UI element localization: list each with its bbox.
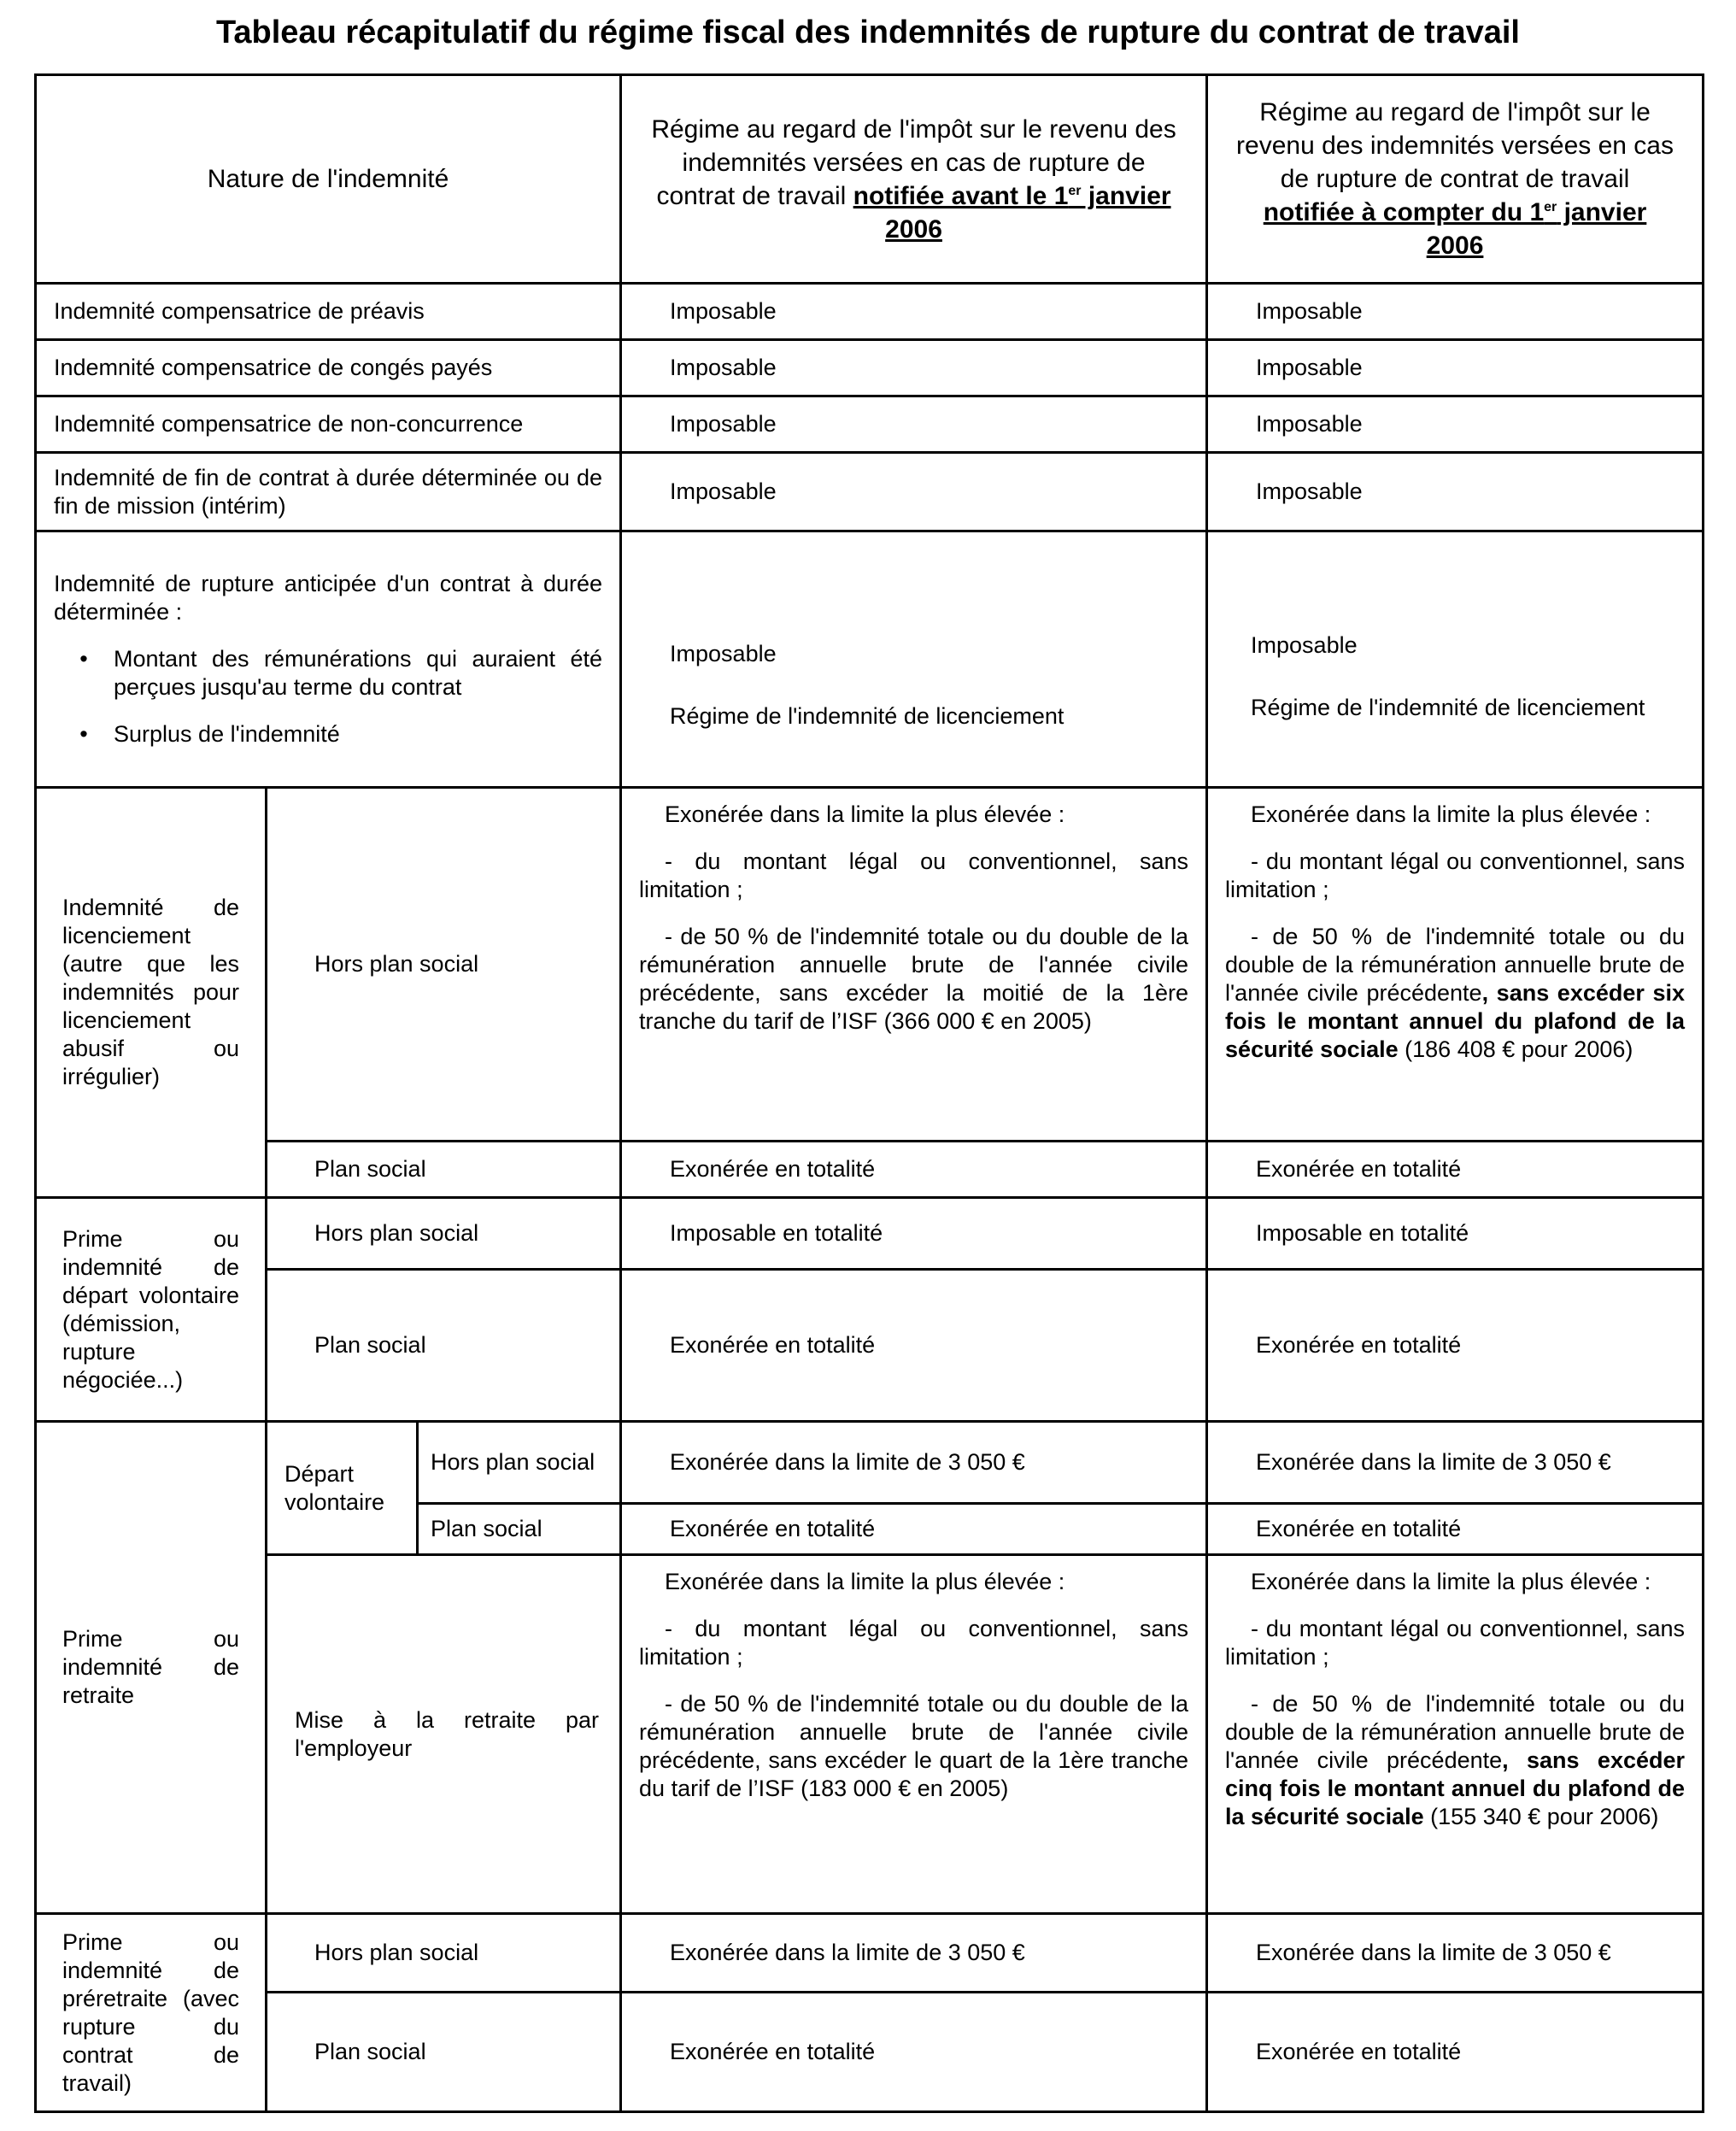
header-row — [36, 75, 1704, 284]
sub-label: Plan social — [267, 1270, 621, 1422]
before-cell: Exonérée en totalité — [621, 1504, 1207, 1555]
text-regular: - de 50 % de l'indemnité totale ou du double de la rémunération annuelle brute de l'année civile précédente — [1225, 1691, 1686, 1773]
header-before-text: Régime au regard de l'impôt sur le revenu des indemnités versées en cas de rupture de contrat de travail — [651, 114, 1176, 210]
header-nature — [36, 75, 621, 284]
table-row — [36, 1270, 1704, 1422]
header-from-em1: notifiée à compter du 1 — [1263, 198, 1545, 226]
before-cell: Imposable en totalité — [621, 1198, 1207, 1270]
nature-cell — [36, 531, 621, 788]
before-cell — [621, 788, 1207, 1142]
header-from-em2: janvier 2006 — [1426, 198, 1647, 260]
text-regular: (186 408 € pour 2006) — [1398, 1036, 1633, 1062]
paragraph: Exonérée dans la limite la plus élevée : — [1251, 1569, 1651, 1594]
header-before-2006 — [621, 75, 1207, 284]
list-item — [54, 645, 602, 702]
header-before-emphasis — [853, 182, 1171, 244]
table-row — [36, 284, 1704, 340]
before-cell: Imposable — [621, 340, 1207, 396]
paragraph: Exonérée dans la limite la plus élevée : — [665, 1569, 1065, 1594]
nature-cell: Indemnité de fin de contrat à durée déterminée ou de fin de mission (intérim) — [36, 453, 621, 531]
after-cell: Imposable — [1207, 340, 1704, 396]
before-cell: Exonérée dans la limite de 3 050 € — [621, 1422, 1207, 1504]
before-text-2: Régime de l'indemnité de licenciement — [670, 702, 1064, 729]
after-cell — [1207, 788, 1704, 1142]
after-text-2: Régime de l'indemnité de licenciement — [1251, 694, 1645, 720]
retraite-label: Prime ou indemnité de retraite — [36, 1422, 267, 1914]
before-cell: Imposable — [621, 453, 1207, 531]
header-nature-text: Nature de l'indemnité — [207, 165, 449, 193]
after-cell: Exonérée en totalité — [1207, 1270, 1704, 1422]
after-cell — [1207, 531, 1704, 788]
table-row — [36, 1198, 1704, 1270]
before-cell: Exonérée en totalité — [621, 1993, 1207, 2112]
nature-cell: Indemnité compensatrice de congés payés — [36, 340, 621, 396]
sub-label: Hors plan social — [267, 1198, 621, 1270]
sub-label: Mise à la retraite par l'employeur — [267, 1555, 621, 1914]
depart-volontaire-sublabel: Départ volontaire — [267, 1422, 418, 1555]
sub-label: Hors plan social — [267, 788, 621, 1142]
table-row — [36, 788, 1704, 1142]
before-cell: Exonérée en totalité — [621, 1270, 1207, 1422]
header-from-2006 — [1207, 75, 1704, 284]
header-from-emphasis — [1264, 198, 1647, 260]
before-text-1: Imposable — [670, 640, 777, 666]
paragraph: Exonérée dans la limite la plus élevée : — [665, 801, 1065, 827]
paragraph: - de 50 % de l'indemnité totale ou du double de la rémunération annuelle brute de l'année civile précédente, sans excéder la moitié de la 1ère tranche du tarif de l’ISF (366 000 € en 2005) — [639, 924, 1189, 1034]
paragraph — [1225, 923, 1685, 1064]
table-row — [36, 1555, 1704, 1914]
paragraph — [1225, 1690, 1685, 1831]
bullet-text: Surplus de l'indemnité — [114, 721, 340, 747]
sub-label: Plan social — [267, 1993, 621, 2112]
table-row — [36, 396, 1704, 453]
before-cell: Imposable — [621, 396, 1207, 453]
header-from-text: Régime au regard de l'impôt sur le revenu des indemnités versées en cas de rupture de contrat de travail — [1236, 98, 1674, 193]
sub-label: Plan social — [418, 1504, 621, 1555]
before-cell: Imposable — [621, 284, 1207, 340]
depart-volontaire-label: Prime ou indemnité de départ volontaire (démission, rupture négociée...) — [36, 1198, 267, 1422]
paragraph: - du montant légal ou conventionnel, sans limitation ; — [1225, 1616, 1686, 1670]
table-row — [36, 1422, 1704, 1504]
after-cell: Imposable — [1207, 284, 1704, 340]
table-row — [36, 531, 1704, 788]
table-row — [36, 1993, 1704, 2112]
paragraph: - du montant légal ou conventionnel, sans limitation ; — [639, 848, 1189, 902]
page-title: Tableau récapitulatif du régime fiscal des indemnités de rupture du contrat de travail — [216, 15, 1520, 50]
preretraite-label: Prime ou indemnité de préretraite (avec rupture du contrat de travail) — [36, 1914, 267, 2112]
after-cell: Exonérée en totalité — [1207, 1504, 1704, 1555]
bullet-text: Montant des rémunérations qui auraient été perçues jusqu'au terme du contrat — [114, 646, 603, 700]
sub-label: Hors plan social — [418, 1422, 621, 1504]
before-cell: Exonérée dans la limite de 3 050 € — [621, 1914, 1207, 1993]
header-before-em1: notifiée avant le 1 — [853, 181, 1069, 210]
before-cell — [621, 1555, 1207, 1914]
after-cell: Imposable — [1207, 396, 1704, 453]
after-cell — [1207, 1555, 1704, 1914]
table-row — [36, 453, 1704, 531]
bullet-icon: • — [79, 646, 88, 672]
bullet-icon: • — [79, 721, 88, 747]
text-regular: (155 340 € pour 2006) — [1423, 1804, 1659, 1829]
after-text-1: Imposable — [1251, 631, 1358, 658]
tax-regime-table — [34, 73, 1704, 2113]
list-item — [54, 720, 602, 748]
after-cell: Exonérée dans la limite de 3 050 € — [1207, 1914, 1704, 1993]
after-cell: Exonérée en totalité — [1207, 1142, 1704, 1198]
text-bold: , sans excéder six fois le montant annuel du plafond de la sécurité sociale — [1225, 980, 1686, 1062]
sub-label: Plan social — [267, 1142, 621, 1198]
licenciement-label: Indemnité de licenciement (autre que les indemnités pour licenciement abusif ou irrégulier) — [36, 788, 267, 1198]
header-from-sup: er — [1544, 200, 1557, 214]
table-row — [36, 1914, 1704, 1993]
table-row — [36, 340, 1704, 396]
paragraph: - de 50 % de l'indemnité totale ou du double de la rémunération annuelle brute de l'année civile précédente, sans excéder le quart de la 1ère tranche du tarif de l’ISF (183 000 € en 2005) — [639, 1691, 1189, 1801]
before-cell: Exonérée en totalité — [621, 1142, 1207, 1198]
paragraph: - du montant légal ou conventionnel, sans limitation ; — [639, 1616, 1189, 1670]
nature-cell: Indemnité compensatrice de préavis — [36, 284, 621, 340]
after-cell: Exonérée en totalité — [1207, 1993, 1704, 2112]
header-before-em2: janvier 2006 — [885, 181, 1171, 244]
text-regular: - de 50 % de l'indemnité totale ou du double de la rémunération annuelle brute de l'année civile précédente — [1225, 924, 1686, 1006]
after-cell: Imposable — [1207, 453, 1704, 531]
nature-cell: Indemnité compensatrice de non-concurrence — [36, 396, 621, 453]
rupture-intro: Indemnité de rupture anticipée d'un contrat à durée déterminée : — [54, 571, 603, 625]
after-cell: Imposable en totalité — [1207, 1198, 1704, 1270]
table-row — [36, 1142, 1704, 1198]
header-before-sup: er — [1068, 183, 1082, 198]
sub-label: Hors plan social — [267, 1914, 621, 1993]
before-cell — [621, 531, 1207, 788]
paragraph: - du montant légal ou conventionnel, sans limitation ; — [1225, 848, 1686, 902]
paragraph: Exonérée dans la limite la plus élevée : — [1251, 801, 1651, 827]
text-bold: , sans excéder cinq fois le montant annuel du plafond de la sécurité sociale — [1225, 1747, 1686, 1829]
after-cell: Exonérée dans la limite de 3 050 € — [1207, 1422, 1704, 1504]
